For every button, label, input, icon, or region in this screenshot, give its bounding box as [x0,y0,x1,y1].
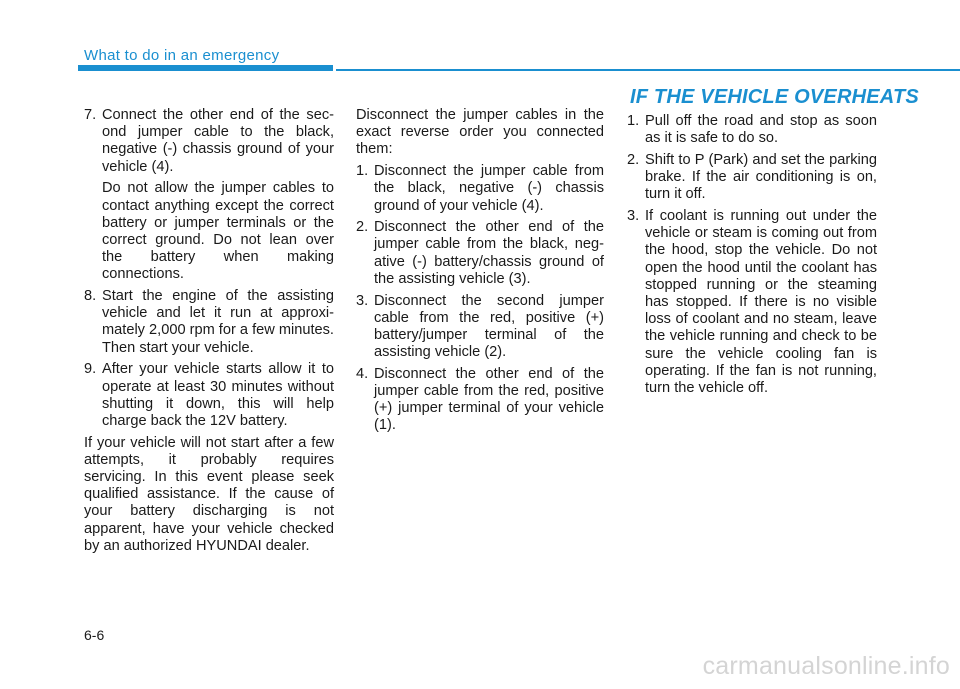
watermark: carmanualsonline.info [702,652,950,680]
list-text: Shift to P (Park) and set the parking brake. If the air conditioning is on, turn it off. [645,151,877,203]
note-paragraph: Do not allow the jumper cables to contact anything except the correct battery or jumper terminals or the correct ground. Do not lean over the battery when making connections. [102,180,334,283]
list-item [356,293,604,362]
section-header: What to do in an emergency [84,47,280,64]
list-item [84,107,334,176]
intro-paragraph: Disconnect the jumper cables in the exact reverse order you connected them: [356,107,604,158]
list-item [356,219,604,288]
column-right [627,113,877,402]
list-number: 1. [356,163,369,180]
section-title: IF THE VEHICLE OVERHEATS [630,86,919,108]
list-item [84,361,334,430]
column-left [84,107,334,560]
list-text: After your vehicle starts allow it to operate at least 30 minutes without shutting it down, this will help charge back the 12V battery. [102,361,334,429]
column-middle [356,107,604,439]
list-text: Connect the other end of the second jumper cable to the black, negative (-) chassis ground of your vehicle (4). [102,107,334,175]
list-text: Disconnect the jumper cable from the black, negative (-) chassis ground of your vehicle (4). [374,163,604,214]
list-number: 3. [627,208,640,225]
list-number: 1. [627,113,640,129]
list-number: 3. [356,292,369,309]
list-item [627,152,877,204]
list-text: Start the engine of the assisting vehicle and let it run at approximately 2,000 rpm for a few minutes. Then start your vehicle. [102,288,334,356]
list-item [627,113,877,147]
list-item [627,208,877,397]
header-rule-thick [78,65,333,71]
list-item [84,288,334,357]
header-rule-thin [336,69,960,71]
list-text: Disconnect the other end of the jumper cable from the red, positive (+) jumper terminal of your vehicle (1). [374,365,604,434]
list-number: 2. [627,151,640,168]
list-number: 8. [84,288,97,305]
list-text: If coolant is running out under the vehicle or steam is coming out from the hood, stop the vehicle. Do not open the hood until the coolant has stopped running or the steaming has stopped. If there is no visible loss of coolant and no steam, leave the vehicle running and check to be sure the vehicle cooling fan is operating. If the fan is not running, turn the vehicle off. [645,208,877,397]
list-number: 2. [356,219,369,236]
list-item [356,163,604,215]
list-text: Pull off the road and stop as soon as it is safe to do so. [645,113,877,147]
list-number: 4. [356,365,369,382]
list-number: 9. [84,361,97,378]
list-number: 7. [84,107,97,123]
list-item [356,366,604,435]
body-paragraph: If your vehicle will not start after a few attempts, it probably requires servicing. In this event please seek qualified assistance. If the cause of your battery discharging is not apparent, have your vehicle checked by an authorized HYUNDAI dealer. [84,434,334,554]
page-number: 6-6 [84,627,105,643]
list-text: Disconnect the second jumper cable from the red, positive (+) battery/jumper terminal of the assisting vehicle (2). [374,292,604,361]
list-text: Disconnect the other end of the jumper cable from the black, negative (-) battery/chassis ground of the assisting vehicle (3). [374,219,604,287]
